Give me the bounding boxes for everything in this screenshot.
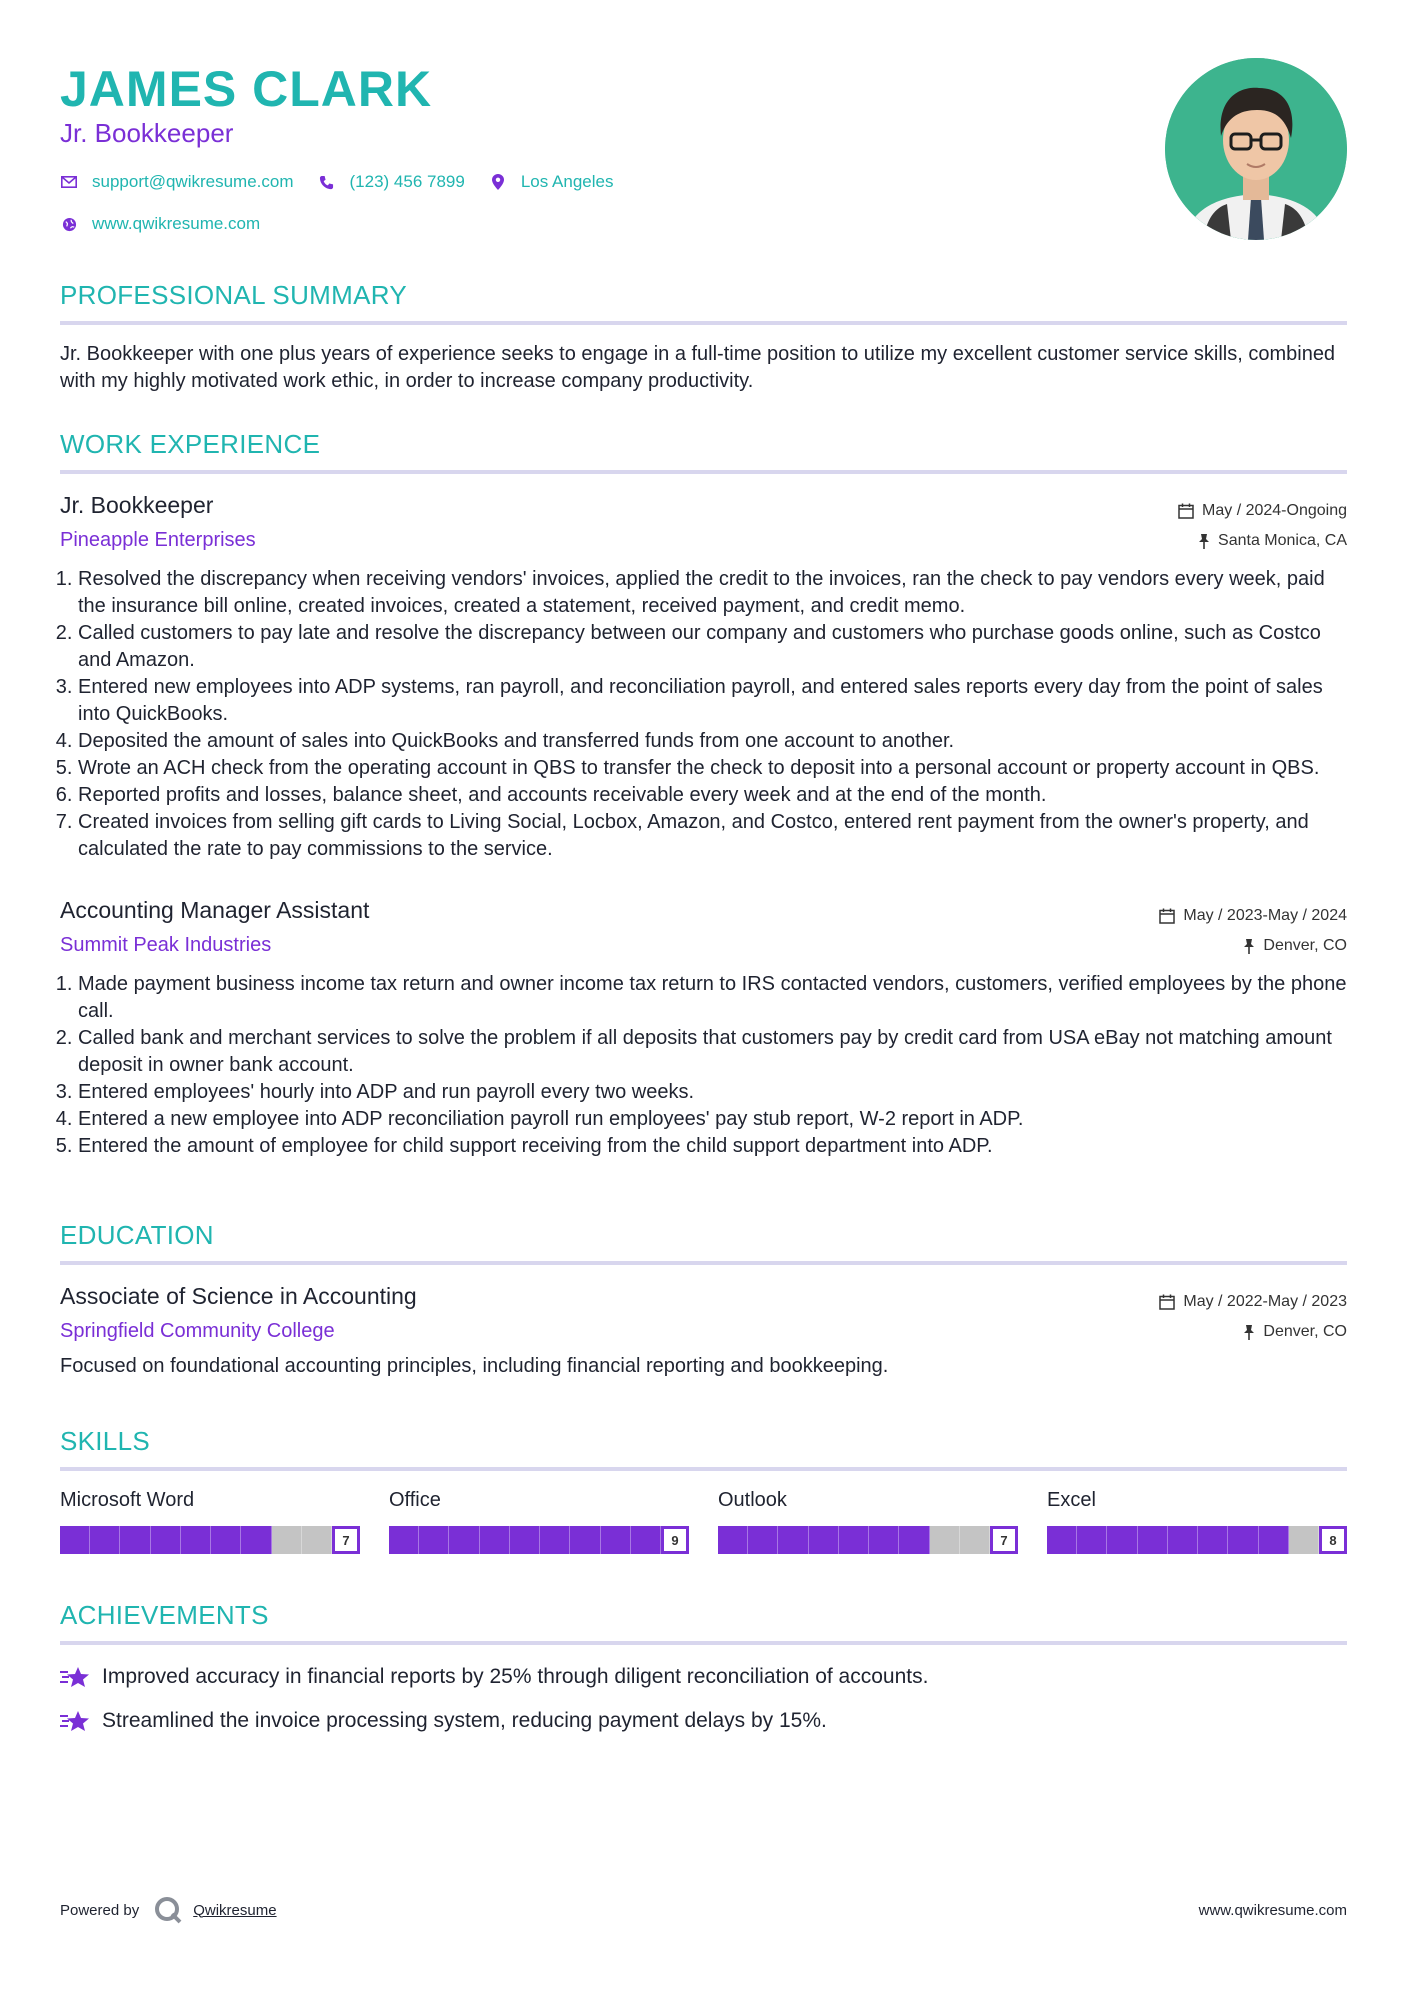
calendar-icon (1159, 1294, 1175, 1310)
job-meta (1178, 496, 1347, 556)
job-meta (1159, 901, 1347, 961)
skill-rating-bar (718, 1526, 1018, 1554)
resume-header (60, 0, 1347, 270)
skills-section (60, 1426, 1347, 1554)
skill-rating-segment (570, 1526, 600, 1554)
skill-name: Outlook (718, 1489, 787, 1511)
skill-rating-segment (1259, 1526, 1289, 1554)
job-company: Pineapple Enterprises (60, 529, 256, 551)
summary-text: Jr. Bookkeeper with one plus years of experience seeks to engage in a full-time position to utilize my excellent customer service skills, combined with my highly motivated work ethic, in order to increase company productivity. (60, 343, 1336, 392)
job-company: Summit Peak Industries (60, 934, 272, 956)
candidate-name: JAMES CLARK (60, 61, 433, 117)
skill-rating-segment (809, 1526, 839, 1554)
education-section (60, 1220, 1347, 1378)
list-item: 2. Called customers to pay late and resolve the discrepancy between our company and customers who purchase goods online, such as Costco and Amazon. (78, 620, 1347, 674)
skill-rating-segment (181, 1526, 211, 1554)
job-duties (60, 566, 1347, 863)
skill-rating-segment (90, 1526, 120, 1554)
skill-rating-segment (718, 1526, 748, 1554)
page-footer (60, 1895, 1347, 1925)
job-title: Accounting Manager Assistant (60, 897, 370, 923)
calendar-icon (1159, 908, 1175, 924)
pushpin-icon (1243, 1325, 1255, 1340)
job-entry (60, 492, 1347, 863)
list-item: 4. Deposited the amount of sales into QuickBooks and transferred funds from one account to another. (78, 728, 1347, 755)
degree-title: Associate of Science in Accounting (60, 1283, 417, 1309)
achievement-item (60, 1709, 1347, 1733)
skill-rating-segment (151, 1526, 181, 1554)
achievement-text: Improved accuracy in financial reports by 25% through diligent reconciliation of accounts. (102, 1665, 929, 1688)
skill-level-badge: 8 (1319, 1526, 1347, 1554)
job-dates-text: May / 2023-May / 2024 (1183, 907, 1347, 924)
summary-section (60, 280, 1347, 395)
skill-name: Office (389, 1489, 441, 1511)
job-dates (1159, 901, 1347, 931)
skill-rating-segment (778, 1526, 808, 1554)
skill-item (60, 1489, 360, 1554)
achievements-heading: ACHIEVEMENTS (60, 1600, 1347, 1645)
calendar-icon (1178, 503, 1194, 519)
skill-level-badge: 7 (332, 1526, 360, 1554)
list-item: 3. Entered new employees into ADP systems, ran payroll, and reconciliation payroll, and entered sales reports every day from the point of sales into QuickBooks. (78, 674, 1347, 728)
list-item: 5. Entered the amount of employee for child support receiving from the child support department into ADP. (78, 1133, 1347, 1160)
skill-rating-segment (1198, 1526, 1228, 1554)
skill-rating-bar (1047, 1526, 1347, 1554)
skill-rating-segment (869, 1526, 899, 1554)
list-item: 1. Made payment business income tax return and owner income tax return to IRS contacted vendors, customers, verified employees by the phone call. (78, 971, 1347, 1025)
qwikresume-logo-icon (153, 1895, 183, 1925)
job-dates-text: May / 2024-Ongoing (1202, 502, 1347, 519)
skill-rating-segment (389, 1526, 419, 1554)
skill-rating-segment (241, 1526, 271, 1554)
pushpin-icon (1243, 939, 1255, 954)
list-item: 4. Entered a new employee into ADP reconciliation payroll run employees' pay stub report, W-2 report in ADP. (78, 1106, 1347, 1133)
job-entry (60, 897, 1347, 1160)
list-item: 1. Resolved the discrepancy when receiving vendors' invoices, applied the credit to the invoices, ran the check to pay vendors every week, paid the insurance bill online, created invoices, created a statement, received payment, and credit memo. (78, 566, 1347, 620)
skill-level-badge: 9 (661, 1526, 689, 1554)
education-location-text: Denver, CO (1263, 1323, 1347, 1340)
list-item: 5. Wrote an ACH check from the operating account in QBS to transfer the check to deposit into a personal account or property account in QBS. (78, 755, 1347, 782)
pushpin-icon (1198, 534, 1210, 549)
skill-rating-segment (1168, 1526, 1198, 1554)
achievements-section (60, 1600, 1347, 1733)
footer-url[interactable]: www.qwikresume.com (1198, 1901, 1347, 1919)
powered-by-label: Powered by (60, 1901, 140, 1919)
brand-link[interactable]: Qwikresume (193, 1901, 277, 1919)
location-text: Los Angeles (520, 172, 614, 191)
skill-rating-segment (540, 1526, 570, 1554)
skill-item (718, 1489, 1018, 1554)
skill-rating-segment (960, 1526, 990, 1554)
skill-rating-segment (839, 1526, 869, 1554)
skills-list (60, 1489, 1347, 1554)
skill-rating-segment (272, 1526, 302, 1554)
contact-row (60, 172, 637, 192)
skill-rating-segment (120, 1526, 150, 1554)
skill-rating-segment (1077, 1526, 1107, 1554)
shooting-star-icon (60, 1665, 90, 1689)
website-text: www.qwikresume.com (92, 214, 261, 233)
skill-item (389, 1489, 689, 1554)
map-pin-icon (489, 173, 507, 191)
education-dates-text: May / 2022-May / 2023 (1183, 1293, 1347, 1310)
education-dates (1159, 1287, 1347, 1317)
skill-rating-segment (449, 1526, 479, 1554)
skill-rating-segment (930, 1526, 960, 1554)
contact-phone[interactable] (318, 172, 465, 192)
skill-name: Excel (1047, 1489, 1096, 1511)
list-item: 7. Created invoices from selling gift cards to Living Social, Locbox, Amazon, and Costco, entered rent payment from the owner's property, and calculated the rate to pay commissions to the service. (78, 809, 1347, 863)
job-dates (1178, 496, 1347, 526)
skill-rating-segment (1047, 1526, 1077, 1554)
skill-item (1047, 1489, 1347, 1554)
skill-rating-bar (389, 1526, 689, 1554)
experience-section (60, 429, 1347, 1160)
contact-location (489, 172, 614, 192)
contact-row-web (60, 214, 284, 234)
education-entry (60, 1283, 1347, 1378)
achievement-text: Streamlined the invoice processing system, reducing payment delays by 15%. (102, 1709, 827, 1732)
skill-rating-bar (60, 1526, 360, 1554)
skill-rating-segment (899, 1526, 929, 1554)
skill-rating-segment (302, 1526, 332, 1554)
job-location-text: Denver, CO (1263, 937, 1347, 954)
skill-rating-segment (631, 1526, 661, 1554)
skill-rating-segment (1228, 1526, 1258, 1554)
skill-level-badge: 7 (990, 1526, 1018, 1554)
list-item: 3. Entered employees' hourly into ADP and run payroll every two weeks. (78, 1079, 1347, 1106)
list-item: 6. Reported profits and losses, balance sheet, and accounts receivable every week and at the end of the month. (78, 782, 1347, 809)
skill-rating-segment (1289, 1526, 1319, 1554)
job-location (1159, 931, 1347, 961)
education-description: Focused on foundational accounting principles, including financial reporting and bookkeeping. (60, 1355, 889, 1377)
experience-heading: WORK EXPERIENCE (60, 429, 1347, 474)
job-location-text: Santa Monica, CA (1218, 532, 1347, 549)
contact-website[interactable] (60, 214, 260, 234)
skill-name: Microsoft Word (60, 1489, 195, 1511)
skill-rating-segment (1107, 1526, 1137, 1554)
skill-rating-segment (748, 1526, 778, 1554)
skill-rating-segment (60, 1526, 90, 1554)
skill-rating-segment (510, 1526, 540, 1554)
education-location (1159, 1317, 1347, 1347)
email-text: support@qwikresume.com (92, 172, 294, 191)
education-meta (1159, 1287, 1347, 1347)
job-location (1178, 526, 1347, 556)
powered-by (60, 1895, 277, 1925)
phone-icon (318, 173, 336, 191)
skills-heading: SKILLS (60, 1426, 1347, 1471)
skill-rating-segment (211, 1526, 241, 1554)
school-name: Springfield Community College (60, 1320, 335, 1342)
list-item: 2. Called bank and merchant services to solve the problem if all deposits that customers pay by credit card from USA eBay not matching amount deposit in owner bank account. (78, 1025, 1347, 1079)
education-heading: EDUCATION (60, 1220, 1347, 1265)
phone-text: (123) 456 7899 (349, 172, 465, 191)
globe-icon (60, 215, 78, 233)
summary-heading: PROFESSIONAL SUMMARY (60, 280, 1347, 325)
skill-rating-segment (1138, 1526, 1168, 1554)
skill-rating-segment (601, 1526, 631, 1554)
profile-photo (1165, 58, 1347, 240)
skill-rating-segment (480, 1526, 510, 1554)
shooting-star-icon (60, 1709, 90, 1733)
job-duties (60, 971, 1347, 1160)
achievement-item (60, 1665, 1347, 1689)
contact-email[interactable] (60, 172, 294, 192)
skill-rating-segment (419, 1526, 449, 1554)
job-title: Jr. Bookkeeper (60, 492, 214, 518)
candidate-role: Jr. Bookkeeper (60, 118, 234, 148)
envelope-icon (60, 173, 78, 191)
